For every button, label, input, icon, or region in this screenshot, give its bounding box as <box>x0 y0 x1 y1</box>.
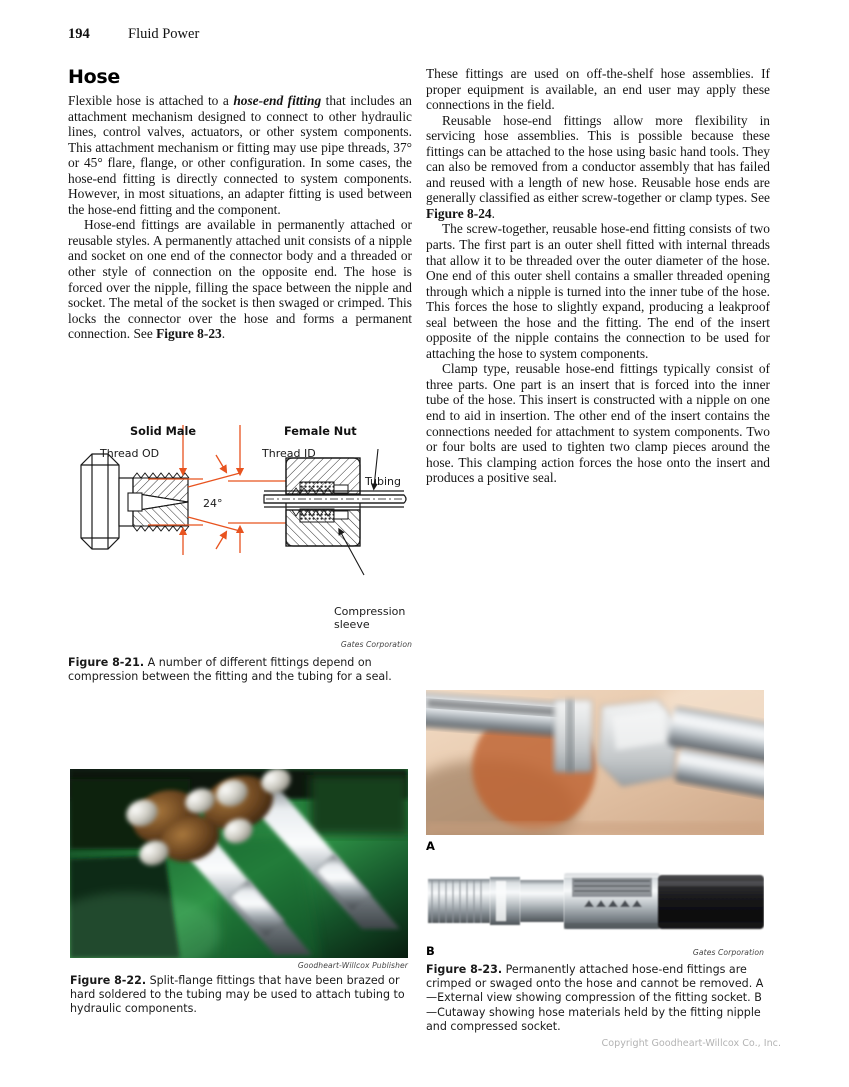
xref-figure-8-24: Figure 8-24 <box>426 205 492 221</box>
figure-8-23-credit: Gates Corporation <box>692 948 764 957</box>
term-hose-end-fitting: hose-end fitting <box>233 93 322 108</box>
figure-8-22-caption-text: Split-flange fittings that have been brazed or hard soldered to the tubing may be used to attach tubing to hydraulic components. <box>70 974 405 1016</box>
callout-tubing: Tubing <box>365 475 402 488</box>
callout-thread-od: Thread OD <box>100 447 160 460</box>
figure-8-23-caption <box>426 963 764 1034</box>
callout-thread-id: Thread ID <box>262 447 316 460</box>
callout-compression-sleeve-line1: Compression <box>334 605 406 618</box>
figure-8-23-caption-line-3: A—External view showing compression of the fitting socket. <box>426 977 764 1005</box>
figure-8-23-caption-line-5: nipple and compressed socket. <box>426 1005 761 1033</box>
copyright-notice: Copyright Goodheart-Willcox Co., Inc. <box>601 1038 781 1049</box>
paragraph-right-3: The screw-together, reusable hose-end fitting consists of two parts. The first part is an outer shell fitted with internal threads that allow it to be threaded over the outer diameter of the hose. One end of this outer shell contains a smaller threaded opening through which a nipple is turned into the inner tube of the hose. This forces the hose to slightly expand, producing a leakproof seal between the hose and the fitting. The end of the insert opposite of the nipple contains the connection to be used for attaching the hose to system components. <box>426 221 770 361</box>
angle-label-24-degrees: 24° <box>203 497 223 510</box>
figure-8-23-panel-b-letter: B <box>426 944 435 958</box>
figure-8-23-caption-line-1: Permanently attached hose-end fittings are <box>505 963 747 976</box>
left-text-column <box>68 66 412 342</box>
book-title: Fluid Power <box>128 26 200 42</box>
callout-compression-sleeve <box>334 605 405 631</box>
figure-8-23-caption-line-4: B—Cutaway showing hose materials held by the fitting <box>426 991 762 1019</box>
figure-8-22-caption <box>70 974 408 1017</box>
figure-8-23-photo-a <box>426 690 764 835</box>
callout-compression-sleeve-line2: sleeve <box>334 618 370 631</box>
page-number: 194 <box>68 26 90 42</box>
figure-8-21-caption-label: Figure 8-21. <box>68 656 145 669</box>
paragraph-right-2: Reusable hose-end fittings allow more flexibility in servicing hose assemblies. This is possible because these fittings can be attached to the hose using basic hand tools. They can also be removed from a conductor assembly that has failed and reused with a length of new hose. Reusable hose ends are generally classified as either screw-together or clamp types. See Figure 8-24. <box>426 112 770 221</box>
diagram-heading-solid-male: Solid Male <box>130 425 197 438</box>
diagram-heading-female-nut: Female Nut <box>284 425 357 438</box>
figure-8-23-caption-label: Figure 8-23. <box>426 963 503 976</box>
right-text-column <box>426 66 770 486</box>
figure-8-23 <box>426 690 764 1034</box>
figure-8-21-caption-text: A number of different fittings depend on compression between the fitting and the tubing for a seal. <box>68 656 392 684</box>
figure-8-22-caption-label: Figure 8-22. <box>70 974 147 987</box>
figure-8-23-panel-a-letter: A <box>426 839 435 853</box>
figure-8-23-caption-line-2: crimped or swaged onto the hose and cannot be removed. <box>426 977 753 991</box>
paragraph-right-4: Clamp type, reusable hose-end fittings typically consist of three parts. One part is an insert that is forced into the inner tube of the hose. This insert is constructed with a nipple on one end to aid in insertion. The other end of the insert contains the connections needed for attachment to system components. Two or four bolts are used to tighten two clamp pieces around the hose. This clamping action forces the hose onto the insert and produces a positive seal. <box>426 361 770 486</box>
figure-8-21-caption <box>68 656 412 684</box>
figure-8-21-credit: Gates Corporation <box>340 640 412 649</box>
paragraph-hose-2: Hose-end fittings are available in permanently attached or reusable styles. A permanently attached unit consists of a nipple and socket on one end of the connector body and a threaded or other style of connection on the opposite end. The hose is forced over the nipple, filling the space between the nipple and socket. The metal of the socket is then swaged or crimped. This locks the connector over the hose and forms a permanent connection. See Figure 8-23. <box>68 217 412 342</box>
figure-8-22-credit: Goodheart-Willcox Publisher <box>297 961 408 970</box>
xref-figure-8-23: Figure 8-23 <box>156 326 222 342</box>
figure-8-22-photo <box>70 769 408 958</box>
section-heading: Hose <box>68 66 120 88</box>
paragraph-hose-1: Flexible hose is attached to a hose-end fitting that includes an attachment mechanism designed to connect to other hydraulic lines, control valves, actuators, or other system components. This attachment mechanism or fitting may use pipe threads, 37° or 45° flare, flange, or other configuration. In some cases, the hose-end fitting is directly connected to system components. However, in most situations, an adapter fitting is used between the hose-end fitting and the component. <box>68 93 412 217</box>
running-head <box>68 26 468 43</box>
figure-8-21 <box>68 425 412 684</box>
paragraph-right-1: These fittings are used on off-the-shelf hose assemblies. If proper equipment is available, an end user may apply these connections in the field. <box>426 66 770 113</box>
figure-8-22 <box>70 769 408 1017</box>
figure-8-23-photo-b <box>426 867 764 940</box>
